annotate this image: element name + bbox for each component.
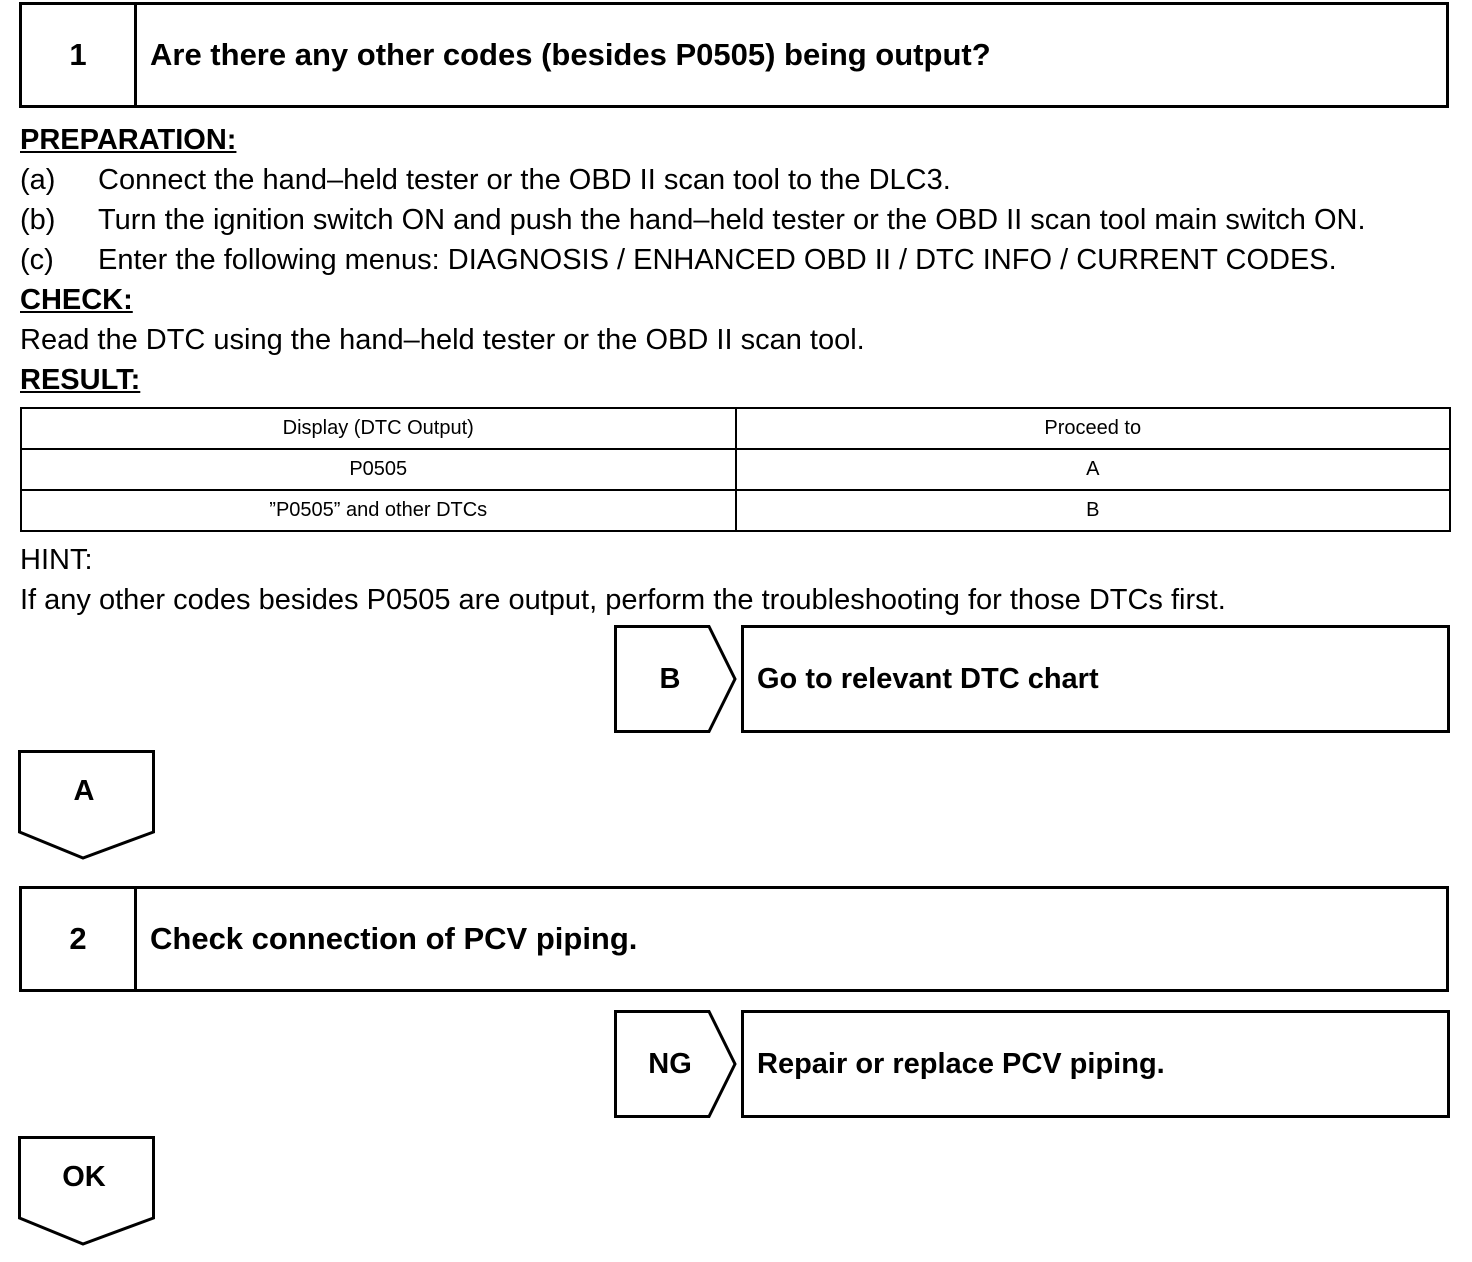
step-1-number: 1 [22, 5, 137, 105]
preparation-item-a-label: (a) [20, 164, 56, 196]
branch-ng-action-box: Repair or replace PCV piping. [741, 1010, 1450, 1118]
table-header-row [21, 408, 1450, 449]
step-2-title: Check connection of PCV piping. [150, 921, 638, 956]
table-cell-proceed: B [736, 490, 1451, 531]
table-row [21, 490, 1450, 531]
branch-ok-arrow [18, 1136, 156, 1248]
branch-a-label: A [73, 774, 95, 807]
preparation-item-c-label: (c) [20, 244, 54, 276]
table-cell-display: P0505 [21, 449, 736, 490]
result-heading: RESULT: [20, 364, 141, 396]
step-2-number: 2 [22, 889, 137, 989]
result-table [20, 407, 1451, 532]
step-1-box [19, 2, 1449, 108]
branch-ng-label: NG [648, 1047, 692, 1080]
step-1-title: Are there any other codes (besides P0505) being output? [150, 37, 991, 72]
branch-a-arrow [18, 750, 156, 862]
table-cell-display: ”P0505” and other DTCs [21, 490, 736, 531]
branch-b-arrow [614, 625, 738, 733]
column-header-display: Display (DTC Output) [21, 408, 736, 449]
preparation-item-b-label: (b) [20, 204, 56, 236]
preparation-item-c-text: Enter the following menus: DIAGNOSIS / ENHANCED OBD II / DTC INFO / CURRENT CODES. [98, 244, 1337, 276]
table-cell-proceed: A [736, 449, 1451, 490]
hint-text: If any other codes besides P0505 are output, perform the troubleshooting for those DTCs first. [20, 584, 1226, 616]
column-header-proceed: Proceed to [736, 408, 1451, 449]
check-heading: CHECK: [20, 284, 133, 316]
branch-ok-label: OK [62, 1160, 106, 1193]
branch-b-label: B [659, 662, 681, 695]
preparation-item-b-text: Turn the ignition switch ON and push the hand–held tester or the OBD II scan tool main switch ON. [98, 204, 1366, 236]
preparation-item-a-text: Connect the hand–held tester or the OBD II scan tool to the DLC3. [98, 164, 951, 196]
branch-ng-arrow [614, 1010, 738, 1118]
hint-heading: HINT: [20, 544, 93, 576]
check-text: Read the DTC using the hand–held tester or the OBD II scan tool. [20, 324, 865, 356]
step-2-box [19, 886, 1449, 992]
table-row [21, 449, 1450, 490]
branch-b-action-box: Go to relevant DTC chart [741, 625, 1450, 733]
preparation-heading: PREPARATION: [20, 124, 237, 156]
